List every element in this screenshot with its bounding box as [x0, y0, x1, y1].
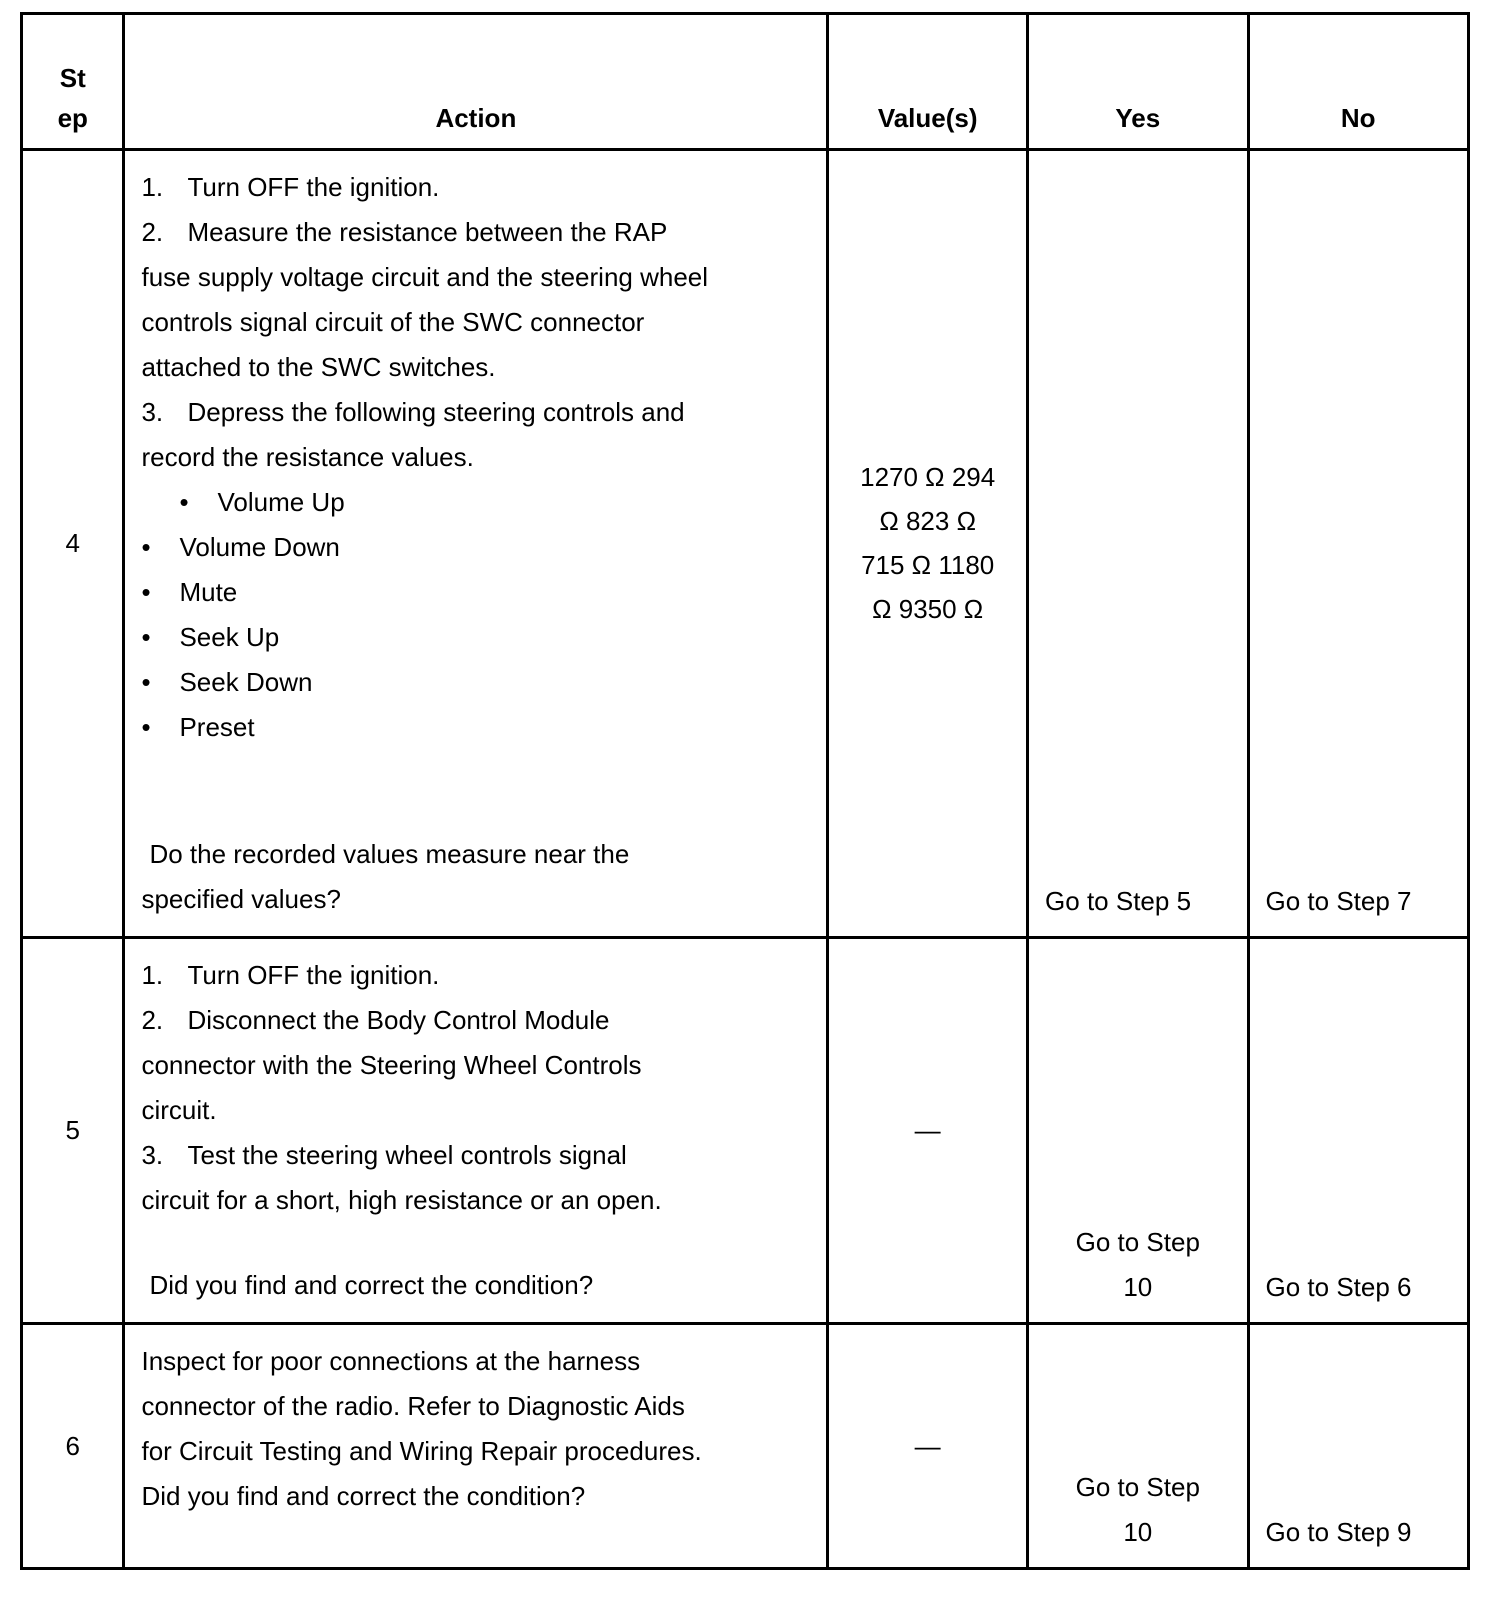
action-text: Test the steering wheel controls signal: [187, 1140, 627, 1170]
values-cell: [828, 150, 1028, 938]
list-number: 2.: [141, 1005, 164, 1035]
bullet-icon: •: [141, 712, 151, 742]
action-line: connector with the Steering Wheel Controls: [141, 1050, 642, 1080]
header-step-line2: ep: [57, 103, 88, 133]
bullet-icon: •: [179, 487, 189, 517]
list-number: 3.: [141, 397, 164, 427]
list-number: 2.: [141, 217, 164, 247]
values-cell: —: [828, 1324, 1028, 1569]
value-line: 1270 Ω 294: [860, 462, 996, 492]
action-line: [141, 210, 816, 255]
action-line: record the resistance values.: [141, 442, 474, 472]
value-line: 715 Ω 1180: [861, 550, 995, 580]
question-text: Do the recorded values measure near the: [149, 839, 630, 869]
action-line: [141, 390, 816, 435]
table-row: [22, 1324, 1469, 1569]
yes-cell: [1028, 1324, 1248, 1569]
list-number: 1.: [141, 960, 164, 990]
action-line: connector of the radio. Refer to Diagnostic Aids: [141, 1391, 685, 1421]
no-cell: Go to Step 9: [1248, 1324, 1469, 1569]
action-line: attached to the SWC switches.: [141, 352, 496, 382]
table-row: [22, 938, 1469, 1324]
value-line: Ω 823 Ω: [879, 506, 977, 536]
action-text: Disconnect the Body Control Module: [187, 1005, 610, 1035]
bullet-text: Volume Up: [217, 487, 345, 517]
action-line: [141, 165, 816, 210]
bullet-item: [141, 570, 816, 615]
bullet-item: [141, 480, 816, 525]
diagnostic-table: [20, 12, 1470, 1570]
header-step-line1: St: [59, 63, 86, 93]
header-no: No: [1248, 14, 1469, 150]
no-cell: Go to Step 7: [1248, 150, 1469, 938]
values-cell: —: [828, 938, 1028, 1324]
action-line: circuit for a short, high resistance or an open.: [141, 1185, 662, 1215]
list-number: 3.: [141, 1140, 164, 1170]
bullet-icon: •: [141, 532, 151, 562]
action-line: [141, 1133, 816, 1178]
question-text: Did you find and correct the condition?: [149, 1270, 594, 1300]
action-line: [141, 998, 816, 1043]
yes-cell: Go to Step 5: [1028, 150, 1248, 938]
bullet-text: Preset: [179, 712, 255, 742]
yes-line: 10: [1123, 1517, 1153, 1547]
action-text: Depress the following steering controls and: [187, 397, 685, 427]
yes-line: Go to Step: [1075, 1472, 1200, 1502]
table-row: [22, 150, 1469, 938]
action-text: Measure the resistance between the RAP: [187, 217, 668, 247]
step-number: 6: [22, 1324, 124, 1569]
bullet-text: Mute: [179, 577, 238, 607]
bullet-icon: •: [141, 577, 151, 607]
yes-line: 10: [1123, 1272, 1153, 1302]
bullet-item: [141, 525, 816, 570]
no-cell: Go to Step 6: [1248, 938, 1469, 1324]
action-line: Inspect for poor connections at the harness: [141, 1346, 641, 1376]
bullet-icon: •: [141, 667, 151, 697]
action-line: [141, 953, 816, 998]
yes-line: Go to Step: [1075, 1227, 1200, 1257]
header-yes: Yes: [1028, 14, 1248, 150]
step-number: 5: [22, 938, 124, 1324]
bullet-item: [141, 705, 816, 750]
action-line: fuse supply voltage circuit and the steering wheel: [141, 262, 709, 292]
header-action: Action: [124, 14, 828, 150]
bullet-icon: •: [141, 622, 151, 652]
action-cell: [124, 150, 828, 938]
yes-cell: [1028, 938, 1248, 1324]
action-text: Turn OFF the ignition.: [187, 960, 440, 990]
bullet-item: [141, 660, 816, 705]
bullet-text: Seek Down: [179, 667, 313, 697]
list-number: 1.: [141, 172, 164, 202]
action-line: for Circuit Testing and Wiring Repair procedures.: [141, 1436, 702, 1466]
bullet-item: [141, 615, 816, 660]
header-values: Value(s): [828, 14, 1028, 150]
header-step: [22, 14, 124, 150]
bullet-text: Seek Up: [179, 622, 280, 652]
action-cell: [124, 938, 828, 1324]
action-text: Turn OFF the ignition.: [187, 172, 440, 202]
action-line: Did you find and correct the condition?: [141, 1481, 586, 1511]
bullet-text: Volume Down: [179, 532, 340, 562]
value-line: Ω 9350 Ω: [872, 594, 984, 624]
step-number: 4: [22, 150, 124, 938]
action-line: circuit.: [141, 1095, 217, 1125]
question-text: specified values?: [141, 884, 341, 914]
action-cell: [124, 1324, 828, 1569]
action-line: controls signal circuit of the SWC connector: [141, 307, 645, 337]
header-row: [22, 14, 1469, 150]
